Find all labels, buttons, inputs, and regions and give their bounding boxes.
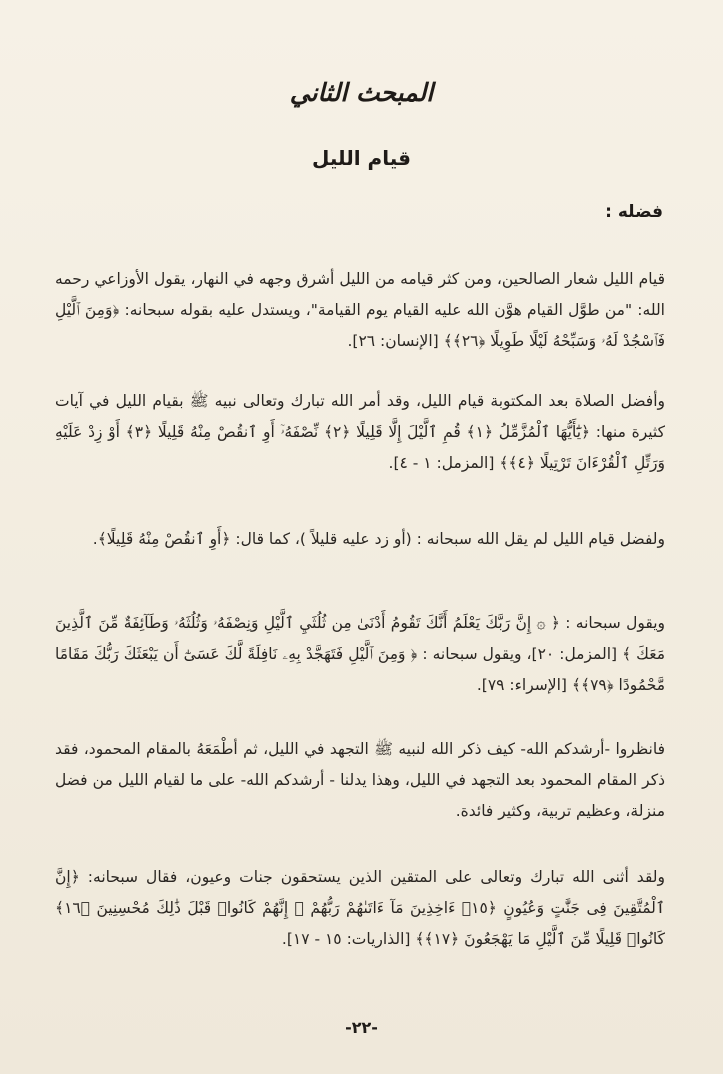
paragraph-6: ولقد أثنى الله تبارك وتعالى على المتقين الذين يستحقون جنات وعيون، فقال سبحانه: ﴿إِنَّ ٱلْمُتَّقِينَ فِى جَنَّٰتٍ وَعُيُونٍ ﴿١٥﴾ ءَاخِذِينَ مَآ ءَاتَىٰهُمْ رَبُّهُمْ ۚ إِنَّهُمْ كَانُوا۟ قَبْلَ ذَٰلِكَ مُحْسِنِينَ ﴿١٦﴾ كَانُوا۟ قَلِيلًا مِّنَ ٱلَّيْلِ مَا يَهْجَعُونَ ﴿١٧﴾﴾ [الذاريات: ١٥ - ١٧]. [55,867,665,948]
section-title: قيام الليل [312,146,411,170]
paragraph-4: ويقول سبحانه : ﴿ ۞ إِنَّ رَبَّكَ يَعْلَمُ أَنَّكَ تَقُومُ أَدْنَىٰ مِن ثُلُثَيِ ٱلَّيْلِ وَنِصْفَهُۥ وَثُلُثَهُۥ وَطَآئِفَةٌ مِّنَ ٱلَّذِينَ مَعَكَ ﴾ [المزمل: ٢٠]، ويقول سبحانه : ﴿ وَمِنَ ٱلَّيْلِ فَتَهَجَّدْ بِهِۦ نَافِلَةً لَّكَ عَسَىٰٓ أَن يَبْعَثَكَ رَبُّكَ مَقَامًا مَّحْمُودًا ﴿٧٩﴾﴾ [الإسراء: ٧٩]. [55,613,665,694]
paragraph-5: فانظروا -أرشدكم الله- كيف ذكر الله لنبيه ﷺ التجهد في الليل، ثم أطْمَعَهُ بالمقام المحمود، فقد ذكر المقام المحمود بعد التجهد في الليل، وهذا يدلنا - أرشدكم الله- على ما لقيام الليل من فضل منزلة، وعظيم تربية، وكثير فائدة. [55,739,665,820]
sub-heading: فضله : [605,202,663,222]
chapter-title: المبحث الثاني [289,78,434,107]
paragraph-1: قيام الليل شعار الصالحين، ومن كثر قيامه من الليل أشرق وجهه في النهار، يقول الأوزاعي رحمه الله: "من طوَّل القيام هوَّن الله عليه القيام يوم القيامة"، ويستدل عليه بقوله سبحانه: ﴿وَمِنَ ٱلَّيْلِ فَٱسْجُدْ لَهُۥ وَسَبِّحْهُ لَيْلًا طَوِيلًا ﴿٢٦﴾﴾ [الإنسان: ٢٦]. [55,269,665,350]
paragraph-2: وأفضل الصلاة بعد المكتوبة قيام الليل، وقد أمر الله تبارك وتعالى نبيه ﷺ بقيام الليل في آيات كثيرة منها: ﴿يَٰٓأَيُّهَا ٱلْمُزَّمِّلُ ﴿١﴾ قُمِ ٱلَّيْلَ إِلَّا قَلِيلًا ﴿٢﴾ نِّصْفَهُۥٓ أَوِ ٱنقُصْ مِنْهُ قَلِيلًا ﴿٣﴾ أَوْ زِدْ عَلَيْهِ وَرَتِّلِ ٱلْقُرْءَانَ تَرْتِيلًا ﴿٤﴾﴾ [المزمل: ١ - ٤]. [55,391,665,472]
paragraph-3: ولفضل قيام الليل لم يقل الله سبحانه : (أو زد عليه قليلاً )، كما قال: ﴿أَوِ ٱنقُصْ مِنْهُ قَلِيلًا﴾. [92,529,665,548]
page-number: -٢٢- [345,1018,378,1037]
